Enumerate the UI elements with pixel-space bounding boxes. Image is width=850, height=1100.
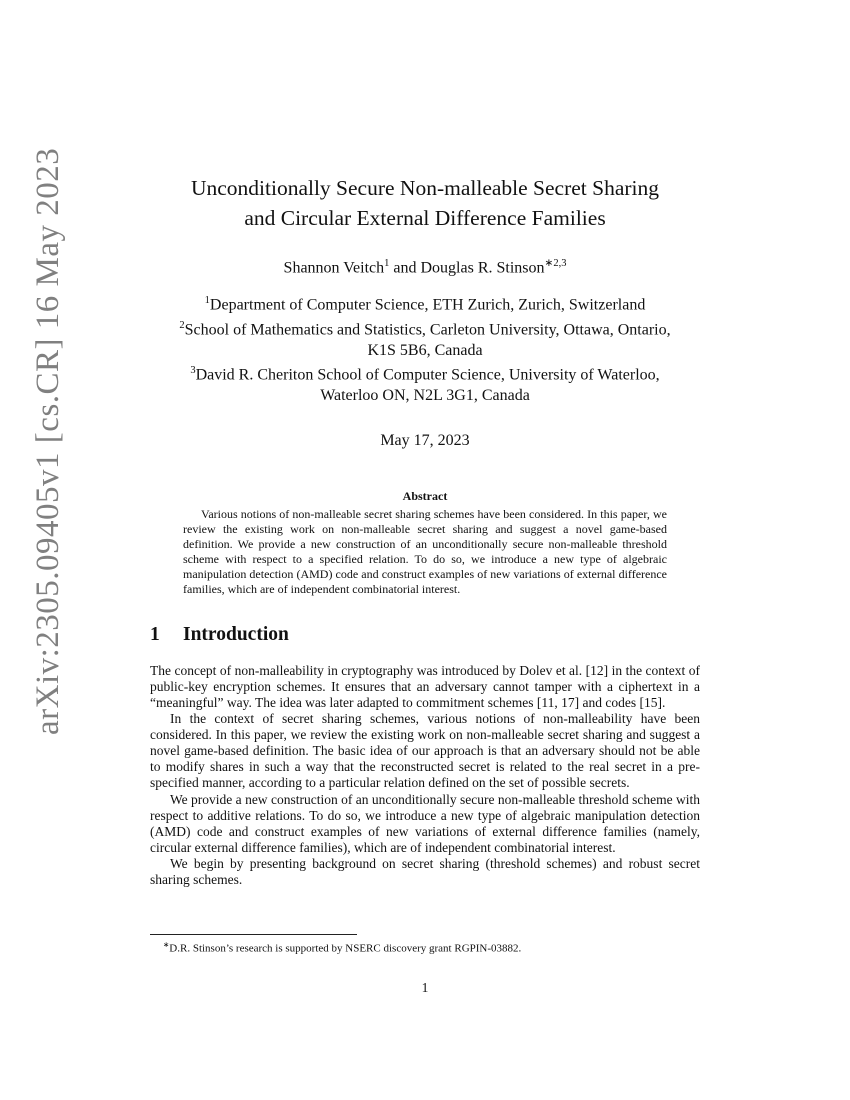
affiliation-text: Waterloo ON, N2L 3G1, Canada [320,387,530,405]
footnote-text: D.R. Stinson’s research is supported by NSERC discovery grant RGPIN-03882. [169,942,522,955]
affiliation-text: School of Mathematics and Statistics, Carleton University, Ottawa, Ontario, [184,321,671,339]
footnote-rule [150,934,357,935]
abstract [150,489,700,597]
author-list [150,253,700,279]
affiliation-mark: 2 [179,320,185,332]
paragraph: We provide a new construction of an unconditionally secure non-malleable threshold scheme with respect to additive relations. To do so, we introduce a new type of algebraic manipulation detection (AMD) code and construct examples of new variations of external difference families (namely, circular external difference families), which are of independent combinatorial interest. [150,791,700,855]
paper-title [150,173,700,233]
affiliation-list [150,291,700,406]
footnote-mark: ∗ [163,940,170,949]
abstract-heading: Abstract [402,488,448,503]
publication-date: May 17, 2023 [380,431,470,449]
page-number: 1 [421,980,429,995]
author-name: Douglas R. Stinson [420,259,545,277]
affiliation-mark: 1 [204,295,210,307]
section-title: Introduction [183,623,289,645]
arxiv-identifier: arXiv:2305.09405v1 [cs.CR] 16 May 2023 [30,147,66,735]
paper-page [150,173,700,888]
footnote [163,938,521,956]
title-line-2: and Circular External Difference Families [244,206,606,230]
author-connector: and [389,259,421,277]
affiliation-text: Department of Computer Science, ETH Zurich, Zurich, Switzerland [209,296,646,314]
section-heading [150,623,700,647]
title-line-1: Unconditionally Secure Non-malleable Secret Sharing [190,176,660,200]
affiliation [150,361,700,406]
paragraph: In the context of secret sharing schemes, various notions of non-malleability have been considered. In this paper, we review the existing work on non-malleable secret sharing and suggest a novel game-based definition. The basic idea of our approach is that an adversary should not be able to modify shares in such a way that the reconstructed secret is related to the real secret in a pre-specified manner, according to a particular relation defined on the set of possible secrets. [150,711,700,791]
section-body [150,663,700,888]
abstract-body: Various notions of non-malleable secret sharing schemes have been considered. In this paper, we review the existing work on non-malleable secret sharing and suggest a novel game-based definition. We provide a new construction of an unconditionally secure non-malleable threshold scheme with respect to a specified relation. To do so, we introduce a new type of algebraic manipulation detection (AMD) code and construct examples of new variations of external difference families, which are of independent combinatorial interest. [183,506,667,596]
author-affiliation-mark: ∗2,3 [544,258,567,269]
affiliation-text: K1S 5B6, Canada [367,341,483,359]
author-name: Shannon Veitch [283,259,385,277]
affiliation-mark: 3 [190,365,196,377]
paragraph: We begin by presenting background on secret sharing (threshold schemes) and robust secret sharing schemes. [150,855,700,888]
author-affiliation-mark: 1 [384,258,390,269]
affiliation [150,291,700,316]
section-number: 1 [150,623,160,645]
paragraph: The concept of non-malleability in cryptography was introduced by Dolev et al. [12] in the context of public-key encryption schemes. It ensures that an adversary cannot tamper with a ciphertext in a “meaningful” way. The idea was later adapted to commitment schemes [11, 17] and codes [15]. [150,662,700,710]
affiliation-text: David R. Cheriton School of Computer Science, University of Waterloo, [195,366,660,384]
affiliation [150,316,700,361]
